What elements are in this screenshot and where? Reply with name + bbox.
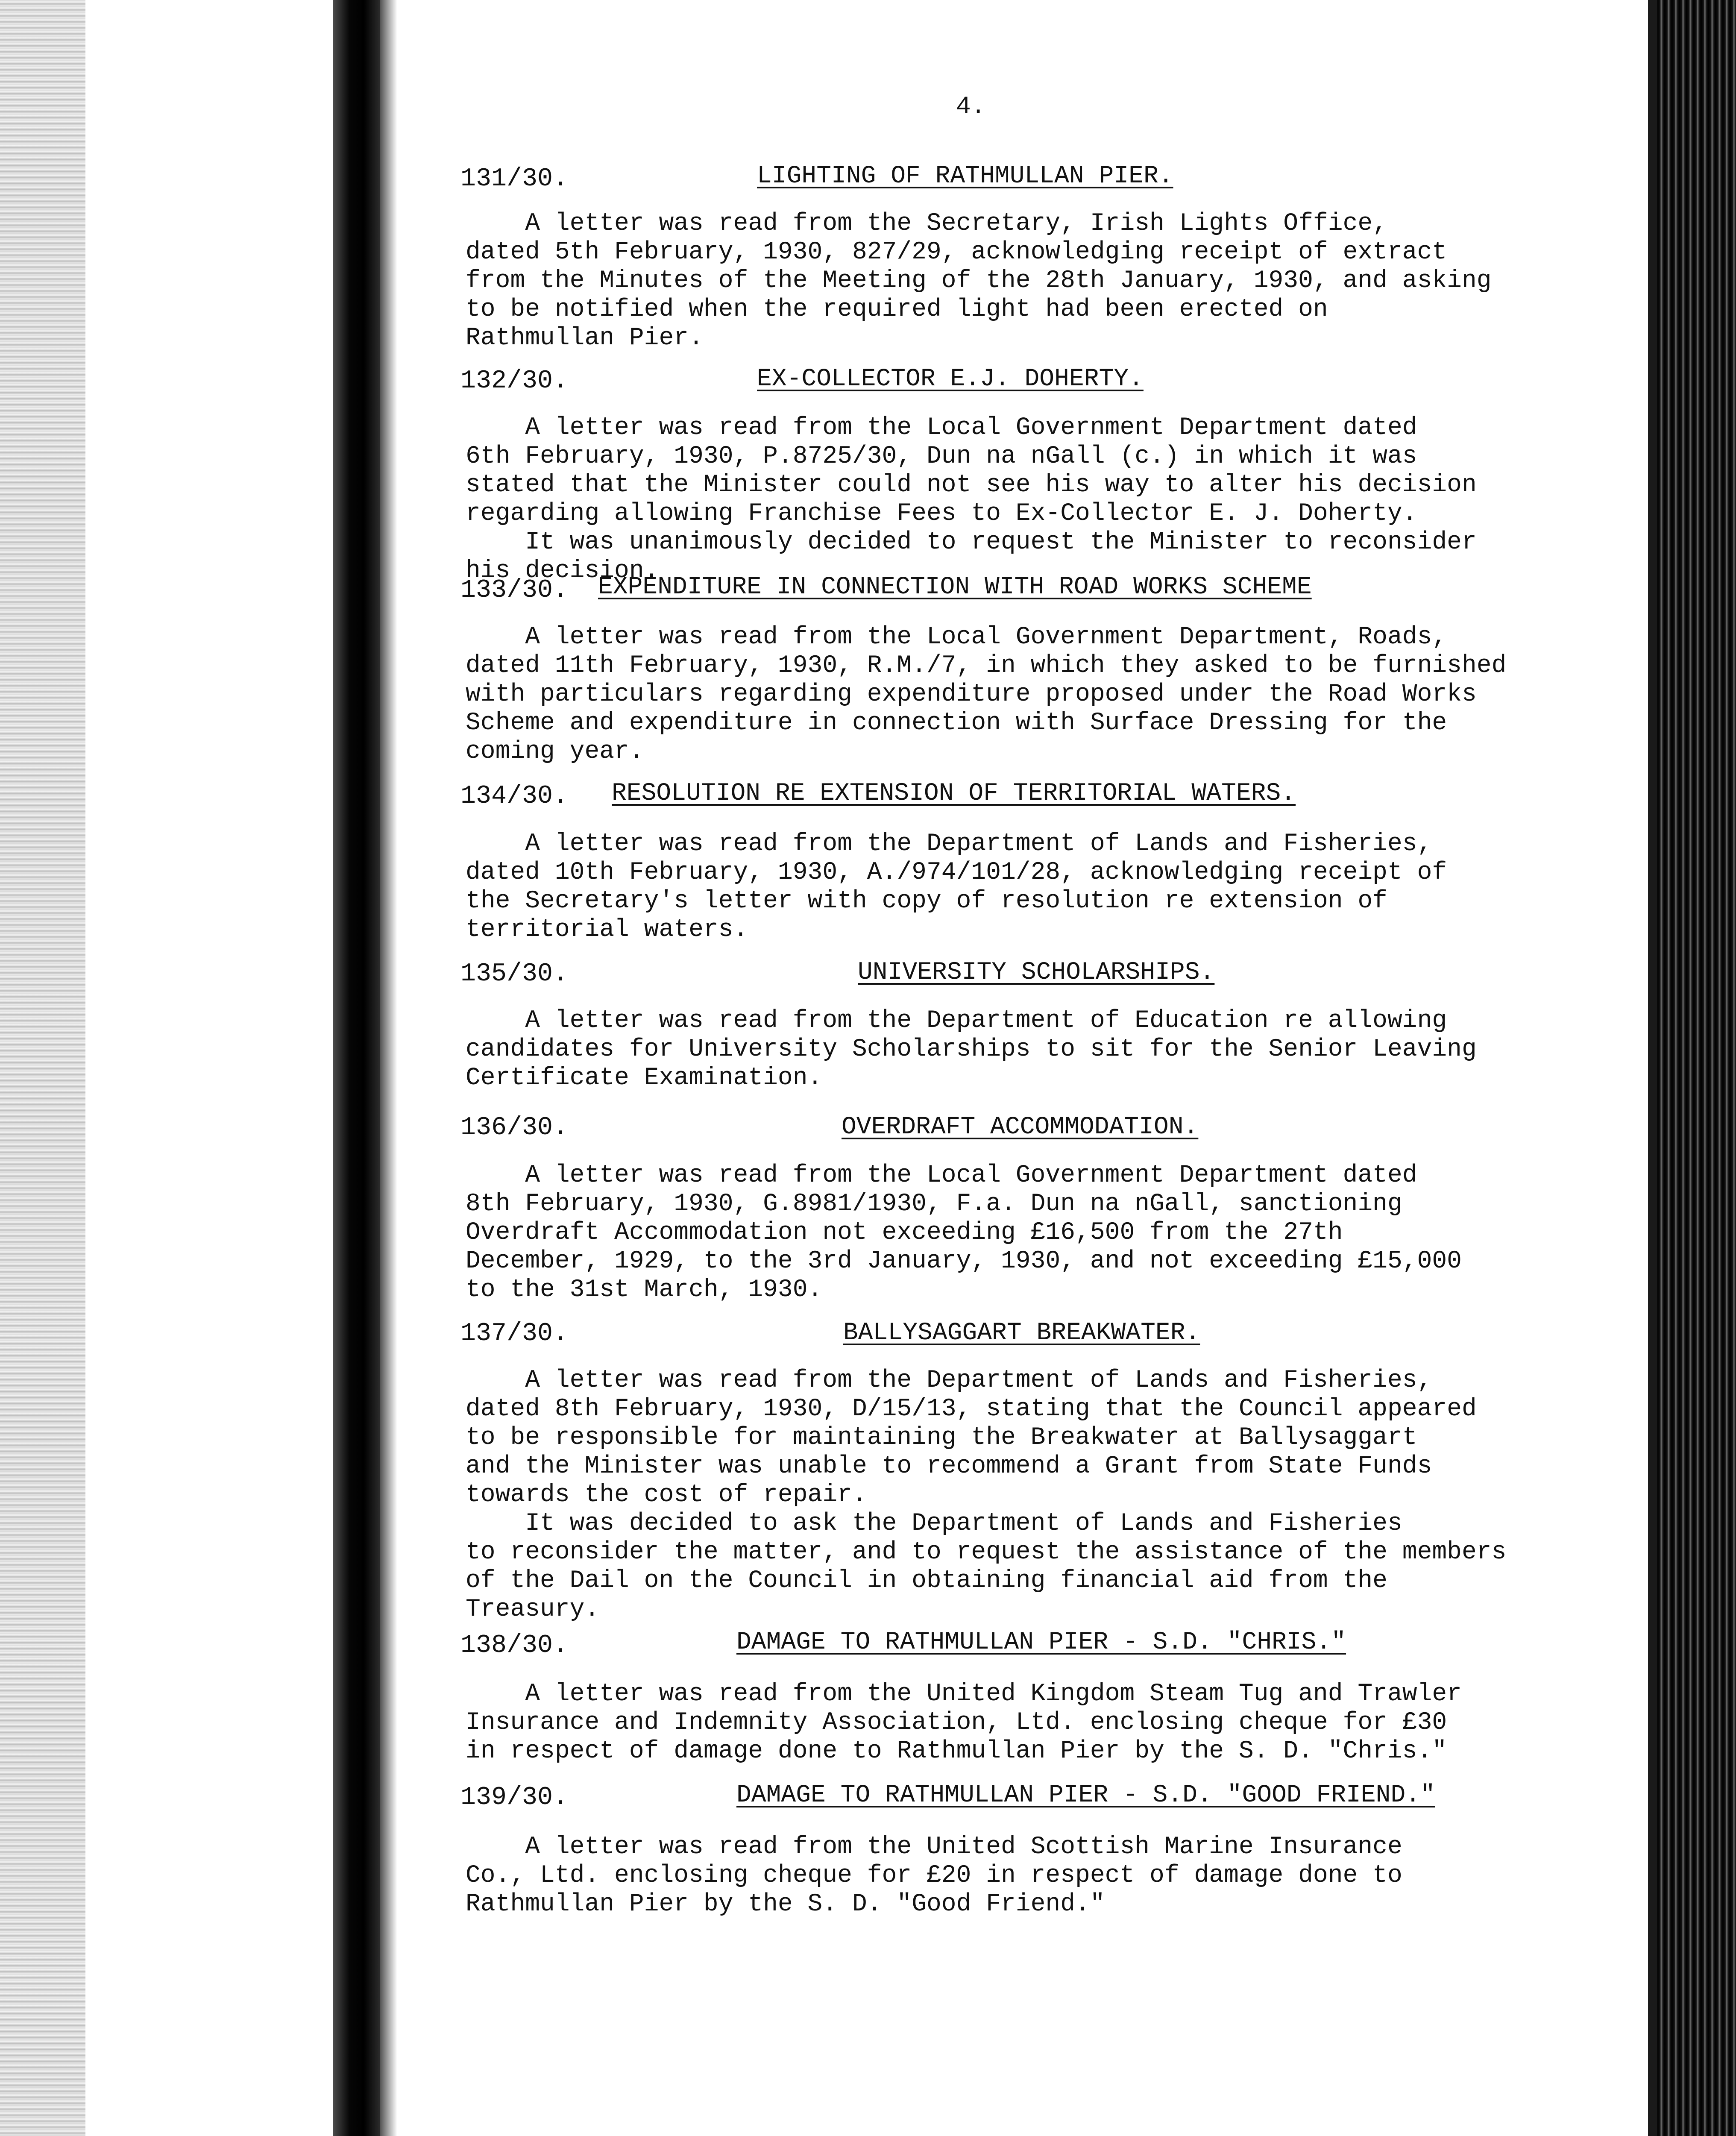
- gutter-shadow: [380, 0, 397, 2136]
- item-number: 137/30.: [460, 1319, 569, 1348]
- item-title: DAMAGE TO RATHMULLAN PIER - S.D. "GOOD FRIEND.": [736, 1781, 1435, 1809]
- item-number: 131/30.: [460, 164, 569, 194]
- item-number: 139/30.: [460, 1783, 569, 1812]
- item-paragraph: A letter was read from the Secretary, Irish Lights Office, dated 5th February, 1930, 827/29, acknowledging receipt of extract from the Minutes of the Meeting of the 28th January, 1930, and asking to be notified when the required light had been erected on Rathmullan Pier.: [466, 210, 1492, 352]
- item-number: 135/30.: [460, 959, 569, 989]
- item-paragraph: A letter was read from the United Scottish Marine Insurance Co., Ltd. enclosing cheque for £20 in respect of damage done to Rathmullan Pier by the S. D. "Good Friend.": [466, 1833, 1402, 1918]
- item-title: RESOLUTION RE EXTENSION OF TERRITORIAL WATERS.: [612, 780, 1296, 807]
- right-page-border: [1648, 0, 1657, 2136]
- item-paragraph: A letter was read from the Local Government Department dated 8th February, 1930, G.8981/1930, F.a. Dun na nGall, sanctioning Overdraft Accommodation not exceeding £16,500 from the 27th December, 1929, to the 3rd January, 1930, and not exceeding £15,000 to the 31st March, 1930.: [466, 1162, 1462, 1304]
- item-paragraph: A letter was read from the Local Government Department dated 6th February, 1930, P.8725/30, Dun na nGall (c.) in which it was stated that the Minister could not see his way to alter his decision regarding allowing Franchise Fees to Ex-Collector E. J. Doherty. It was unanimously decided to request the Minister to reconsider his decision.: [466, 414, 1477, 585]
- item-title: EXPENDITURE IN CONNECTION WITH ROAD WORKS SCHEME: [598, 573, 1312, 601]
- item-number: 138/30.: [460, 1631, 569, 1660]
- item-number: 132/30.: [460, 367, 569, 396]
- item-title: EX-COLLECTOR E.J. DOHERTY.: [757, 365, 1144, 393]
- item-title: BALLYSAGGART BREAKWATER.: [843, 1319, 1200, 1347]
- item-number: 134/30.: [460, 782, 569, 811]
- item-paragraph: A letter was read from the Department of Lands and Fisheries, dated 8th February, 1930, D/15/13, stating that the Council appeared to be responsible for maintaining the Breakwater at Ballysaggart and the Minister was unable to recommend a Grant from State Funds towards the cost of repair. It was decided to ask the Department of Lands and Fisheries to reconsider the matter, and to request the assistance of the members of the Dail on the Council in obtaining financial aid from the Treasury.: [466, 1367, 1507, 1623]
- book-spine: [333, 0, 380, 2136]
- right-page-stack-edge: [1657, 0, 1736, 2136]
- item-title: LIGHTING OF RATHMULLAN PIER.: [757, 162, 1173, 190]
- item-title: DAMAGE TO RATHMULLAN PIER - S.D. "CHRIS.": [736, 1628, 1346, 1656]
- item-paragraph: A letter was read from the United Kingdom Steam Tug and Trawler Insurance and Indemnity Association, Ltd. enclosing cheque for £30 in respect of damage done to Rathmullan Pier by the S. D. "Chris.": [466, 1680, 1462, 1765]
- page-number: 4.: [956, 93, 986, 121]
- item-number: 136/30.: [460, 1113, 569, 1142]
- item-paragraph: A letter was read from the Department of Lands and Fisheries, dated 10th February, 1930, A./974/101/28, acknowledging receipt of the Secretary's letter with copy of resolution re extension of territorial waters.: [466, 830, 1447, 944]
- left-page-stack-edge: [0, 0, 85, 2136]
- item-title: OVERDRAFT ACCOMMODATION.: [842, 1113, 1199, 1141]
- document-page: [397, 0, 1648, 2136]
- item-title: UNIVERSITY SCHOLARSHIPS.: [858, 959, 1215, 986]
- left-facing-page: [85, 0, 333, 2136]
- item-paragraph: A letter was read from the Department of Education re allowing candidates for University Scholarships to sit for the Senior Leaving Certificate Examination.: [466, 1007, 1477, 1092]
- item-number: 133/30.: [460, 576, 569, 605]
- item-paragraph: A letter was read from the Local Government Department, Roads, dated 11th February, 1930, R.M./7, in which they asked to be furnished with particulars regarding expenditure proposed under the Road Works Scheme and expenditure in connection with Surface Dressing for the coming year.: [466, 623, 1507, 766]
